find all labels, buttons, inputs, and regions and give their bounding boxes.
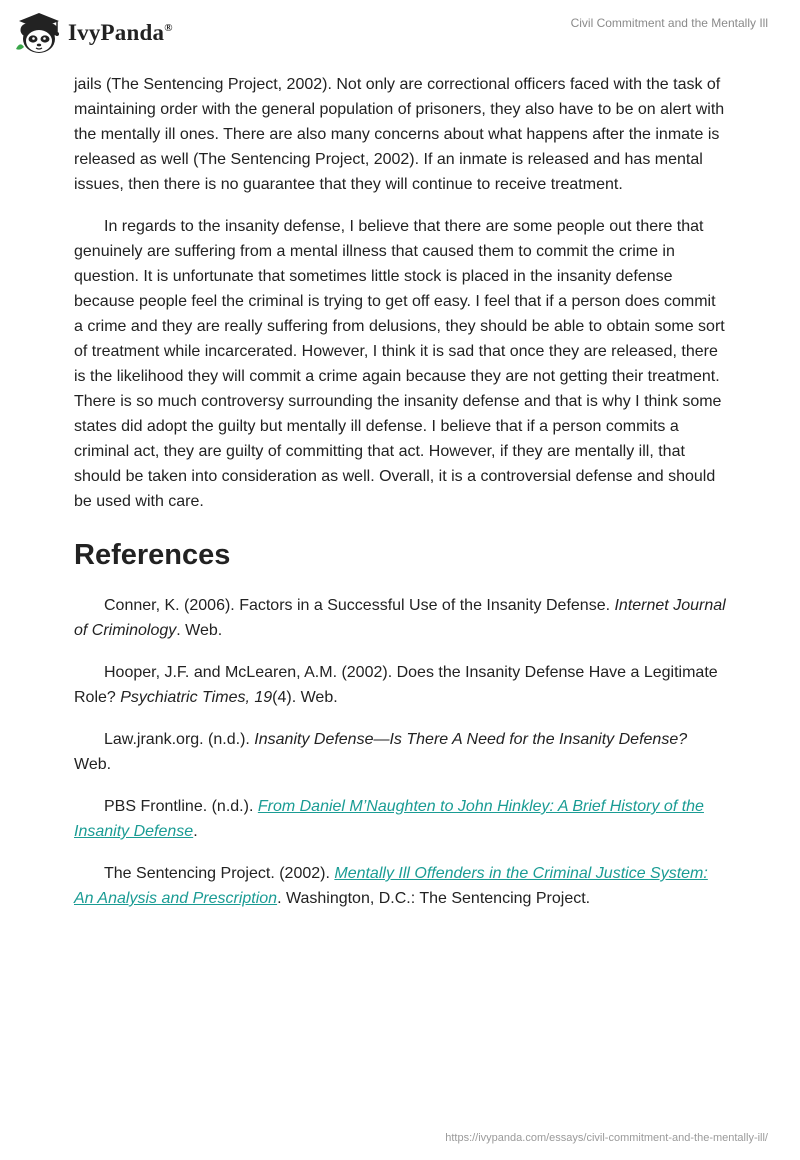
logo[interactable] xyxy=(14,8,173,58)
reference-item: The Sentencing Project. (2002). Mentally Ill Offenders in the Criminal Justice System: An Analysis and Prescription. Washington, D.C.: The Sentencing Project. xyxy=(74,865,708,907)
brand-name: IvyPanda® xyxy=(68,20,173,45)
body-paragraph: jails (The Sentencing Project, 2002). Not only are correctional officers faced with the task of maintaining order with the general population of prisoners, they also have to be on alert with the mentally ill ones. There are also many concerns about what happens after the inmate is released as well (The Sentencing Project, 2002). If an inmate is released and has mental issues, then there is no guarantee that they will continue to receive treatment. xyxy=(74,76,725,193)
reference-item: Conner, K. (2006). Factors in a Successful Use of the Insanity Defense. Internet Journal of Criminology. Web. xyxy=(74,597,726,639)
reference-item: Hooper, J.F. and McLearen, A.M. (2002). Does the Insanity Defense Have a Legitimate Role? Psychiatric Times, 19(4). Web. xyxy=(74,664,718,706)
document-title: Civil Commitment and the Mentally Ill xyxy=(570,16,768,30)
body-paragraph: In regards to the insanity defense, I believe that there are some people out there that genuinely are suffering from a mental illness that caused them to commit the crime in question. It is unfortunate that sometimes little stock is placed in the insanity defense because people feel the criminal is trying to get off easy. I feel that if a person does commit a crime and they are really suffering from delusions, they should be able to obtain some sort of treatment while incarcerated. However, I think it is sad that once they are released, there is the likelihood they will commit a crime again because they are not getting their treatment. There is so much controversy surrounding the insanity defense and that is why I think some states did adopt the guilty but mentally ill defense. I believe that if a person commits a criminal act, they are guilty of committing that act. However, if they are mentally ill, that should be taken into consideration as well. Overall, it is a controversial defense and should be used with care. xyxy=(74,218,725,510)
essay-content xyxy=(74,72,726,928)
references-heading: References xyxy=(74,539,231,571)
panda-graduate-icon xyxy=(14,11,64,55)
footer-url: https://ivypanda.com/essays/civil-commitment-and-the-mentally-ill/ xyxy=(445,1132,768,1144)
reference-item: Law.jrank.org. (n.d.). Insanity Defense—Is There A Need for the Insanity Defense? Web. xyxy=(74,731,688,773)
reference-link[interactable]: From Daniel M’Naughten to John Hinkley: A Brief History of the Insanity Defense xyxy=(74,798,704,840)
reference-link[interactable]: Mentally Ill Offenders in the Criminal Justice System: An Analysis and Prescription xyxy=(74,865,708,907)
reference-item: PBS Frontline. (n.d.). From Daniel M’Naughten to John Hinkley: A Brief History of the Insanity Defense. xyxy=(74,798,704,840)
